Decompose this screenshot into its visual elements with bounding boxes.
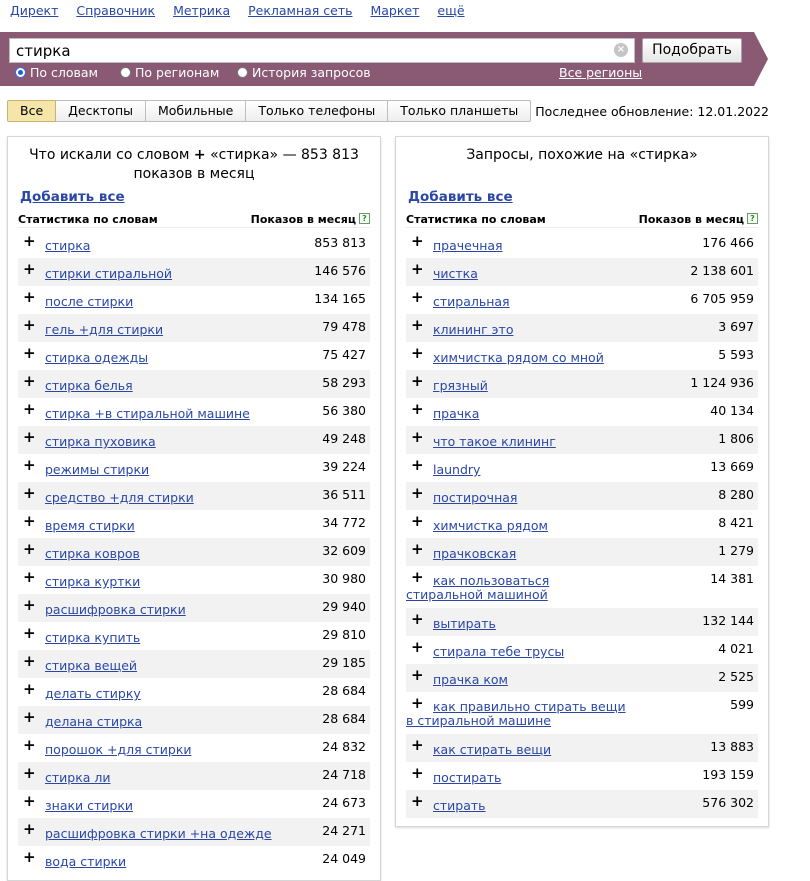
impressions-count: 79 478: [322, 319, 366, 334]
radio-empty-icon: [237, 67, 248, 78]
table-row: [406, 258, 758, 286]
add-all-link[interactable]: Добавить все: [20, 189, 125, 205]
table-row: [18, 230, 370, 258]
add-phrase-plus-icon[interactable]: +: [411, 792, 424, 810]
impressions-count: 75 427: [322, 347, 366, 362]
radio-label: По регионам: [135, 65, 220, 80]
search-input[interactable]: стирка: [9, 38, 635, 63]
table-row: [18, 286, 370, 314]
table-row: [406, 314, 758, 342]
tab-tablets-only[interactable]: Только планшеты: [388, 100, 531, 122]
add-phrase-plus-icon[interactable]: +: [23, 344, 36, 362]
phrase-link[interactable]: стиральная: [433, 294, 510, 309]
add-phrase-plus-icon[interactable]: +: [23, 792, 36, 810]
add-phrase-plus-icon[interactable]: +: [411, 540, 424, 558]
phrase-link[interactable]: постирочная: [433, 490, 518, 505]
impressions-count: 5 593: [718, 347, 754, 362]
radio-label: По словам: [30, 65, 98, 80]
table-row: [406, 762, 758, 790]
phrase-link[interactable]: стирка +в стиральной машине: [45, 406, 250, 421]
impressions-count: 24 271: [322, 823, 366, 838]
phrase-link[interactable]: стирка: [45, 238, 91, 253]
impressions-count: 39 224: [322, 459, 366, 474]
impressions-count: 2 138 601: [690, 263, 754, 278]
phrase-link[interactable]: что такое клининг: [433, 434, 556, 449]
phrase-link[interactable]: делать стирку: [45, 686, 141, 701]
impressions-count: 6 705 959: [690, 291, 754, 306]
phrase-link[interactable]: порошок +для стирки: [45, 742, 192, 757]
phrase-link[interactable]: прачковская: [433, 546, 517, 561]
nav-link-more[interactable]: ещё: [437, 3, 465, 18]
phrase-link[interactable]: гель +для стирки: [45, 322, 164, 337]
phrase-link[interactable]: клининг это: [433, 322, 514, 337]
table-row: [18, 734, 370, 762]
add-phrase-plus-icon[interactable]: +: [411, 610, 424, 628]
phrase-link[interactable]: прачка ком: [433, 672, 508, 687]
phrase-link[interactable]: стирка пуховика: [45, 434, 156, 449]
nav-link-ad-network[interactable]: Рекламная сеть: [248, 3, 353, 18]
column-headers: [18, 212, 370, 228]
phrase-link[interactable]: знаки стирки: [45, 798, 134, 813]
table-row: [18, 510, 370, 538]
col-count-header: Показов в месяц: [250, 213, 356, 226]
phrase-link[interactable]: стирка куртки: [45, 574, 141, 589]
add-phrase-plus-icon[interactable]: +: [411, 232, 424, 250]
impressions-count: 2 525: [718, 669, 754, 684]
add-phrase-plus-icon[interactable]: +: [411, 400, 424, 418]
tab-desktops[interactable]: Десктопы: [56, 100, 146, 122]
phrase-link[interactable]: химчистка рядом: [433, 518, 548, 533]
impressions-count: 24 049: [322, 851, 366, 866]
table-row: [18, 482, 370, 510]
impressions-count: 40 134: [710, 403, 754, 418]
add-phrase-plus-icon[interactable]: +: [23, 484, 36, 502]
add-phrase-plus-icon[interactable]: +: [23, 820, 36, 838]
table-row: [406, 286, 758, 314]
add-phrase-plus-icon[interactable]: +: [411, 764, 424, 782]
add-phrase-plus-icon[interactable]: +: [411, 568, 424, 586]
impressions-count: 24 832: [322, 739, 366, 754]
impressions-count: 24 673: [322, 795, 366, 810]
table-row: [406, 692, 758, 734]
table-row: [18, 258, 370, 286]
impressions-count: 134 165: [314, 291, 366, 306]
add-phrase-plus-icon[interactable]: +: [23, 764, 36, 782]
phrase-link[interactable]: стирка вещей: [45, 658, 138, 673]
add-phrase-plus-icon[interactable]: +: [23, 596, 36, 614]
table-row: [18, 818, 370, 846]
impressions-count: 30 980: [322, 571, 366, 586]
add-phrase-plus-icon[interactable]: +: [23, 428, 36, 446]
table-row: [406, 398, 758, 426]
impressions-count: 36 511: [322, 487, 366, 502]
tab-mobile[interactable]: Мобильные: [146, 100, 246, 122]
left-panel-title: [8, 146, 380, 165]
add-phrase-plus-icon[interactable]: +: [23, 400, 36, 418]
table-row: [18, 650, 370, 678]
table-row: [18, 706, 370, 734]
add-phrase-plus-icon[interactable]: +: [411, 512, 424, 530]
table-row: [18, 594, 370, 622]
table-row: [18, 314, 370, 342]
phrase-link[interactable]: стирка одежды: [45, 350, 149, 365]
radio-by-words[interactable]: [15, 65, 98, 80]
add-phrase-plus-icon[interactable]: +: [411, 666, 424, 684]
title-prefix: Что искали со словом: [29, 147, 190, 163]
phrase-link[interactable]: вода стирки: [45, 854, 127, 869]
table-row: [18, 622, 370, 650]
phrase-link[interactable]: laundry: [433, 462, 481, 477]
add-phrase-plus-icon[interactable]: +: [411, 344, 424, 362]
phrase-link[interactable]: стирка купить: [45, 630, 141, 645]
right-panel-similar: [395, 136, 769, 827]
add-phrase-plus-icon[interactable]: +: [23, 652, 36, 670]
table-row: [406, 538, 758, 566]
impressions-count: 28 684: [322, 711, 366, 726]
phrase-link[interactable]: как пользоваться стиральной машиной: [406, 573, 550, 602]
radio-label: История запросов: [252, 65, 371, 80]
phrase-link[interactable]: химчистка рядом со мной: [433, 350, 604, 365]
table-row: [18, 566, 370, 594]
phrase-link[interactable]: стирка белья: [45, 378, 133, 393]
table-row: [18, 678, 370, 706]
table-row: [406, 790, 758, 818]
add-phrase-plus-icon[interactable]: +: [411, 456, 424, 474]
column-headers: [406, 212, 758, 228]
add-phrase-plus-icon[interactable]: +: [23, 372, 36, 390]
table-row: [18, 846, 370, 874]
impressions-count: 29 810: [322, 627, 366, 642]
table-row: [18, 762, 370, 790]
table-row: [406, 230, 758, 258]
plus-icon: +: [193, 147, 206, 163]
impressions-count: 24 718: [322, 767, 366, 782]
phrase-link[interactable]: расшифровка стирки +на одежде: [45, 826, 272, 841]
table-row: [406, 454, 758, 482]
add-phrase-plus-icon[interactable]: +: [23, 624, 36, 642]
left-panel-keywords: [7, 136, 381, 881]
phrase-link[interactable]: постирать: [433, 770, 502, 785]
right-panel-title: Запросы, похожие на «стирка»: [466, 147, 698, 163]
clear-icon[interactable]: ×: [614, 43, 628, 57]
impressions-count: 56 380: [322, 403, 366, 418]
impressions-count: 1 806: [718, 431, 754, 446]
phrase-link[interactable]: стирать: [433, 798, 486, 813]
impressions-count: 853 813: [314, 235, 366, 250]
last-update-text: Последнее обновление: 12.01.2022: [535, 104, 769, 119]
phrase-link[interactable]: делана стирка: [45, 714, 143, 729]
radio-empty-icon: [120, 67, 131, 78]
nav-link-direct[interactable]: Директ: [10, 3, 59, 18]
add-phrase-plus-icon[interactable]: +: [411, 736, 424, 754]
nav-link-metrika[interactable]: Метрика: [173, 3, 231, 18]
impressions-count: 49 248: [322, 431, 366, 446]
add-phrase-plus-icon[interactable]: +: [23, 232, 36, 250]
add-phrase-plus-icon[interactable]: +: [411, 484, 424, 502]
phrase-link[interactable]: средство +для стирки: [45, 490, 194, 505]
impressions-count: 1 279: [718, 543, 754, 558]
phrase-link[interactable]: как стирать вещи: [433, 742, 552, 757]
submit-button[interactable]: Подобрать: [642, 38, 742, 63]
table-row: [406, 510, 758, 538]
impressions-count: 1 124 936: [690, 375, 754, 390]
table-row: [18, 426, 370, 454]
table-row: [18, 398, 370, 426]
phrase-link[interactable]: как правильно стирать вещи в стиральной машине: [406, 699, 626, 728]
impressions-count: 58 293: [322, 375, 366, 390]
impressions-count: 146 576: [314, 263, 366, 278]
impressions-count: 4 021: [718, 641, 754, 656]
tab-all[interactable]: Все: [7, 100, 56, 122]
phrase-link[interactable]: стирки стиральной: [45, 266, 173, 281]
add-phrase-plus-icon[interactable]: +: [23, 736, 36, 754]
phrase-link[interactable]: грязный: [433, 378, 488, 393]
help-icon[interactable]: ?: [747, 213, 758, 224]
add-all-link[interactable]: Добавить все: [408, 189, 513, 205]
add-phrase-plus-icon[interactable]: +: [23, 512, 36, 530]
table-row: [406, 664, 758, 692]
phrase-link[interactable]: расшифровка стирки: [45, 602, 186, 617]
impressions-count: 8 421: [718, 515, 754, 530]
help-icon[interactable]: ?: [359, 213, 370, 224]
impressions-count: 32 609: [322, 543, 366, 558]
table-row: [406, 636, 758, 664]
add-phrase-plus-icon[interactable]: +: [411, 638, 424, 656]
nav-link-market[interactable]: Маркет: [370, 3, 420, 18]
left-panel-title-line2: показов в месяц: [133, 166, 255, 182]
add-phrase-plus-icon[interactable]: +: [23, 260, 36, 278]
impressions-count: 13 883: [710, 739, 754, 754]
table-row: [406, 566, 758, 608]
table-row: [406, 482, 758, 510]
phrase-link[interactable]: стирка ли: [45, 770, 111, 785]
table-row: [406, 608, 758, 636]
impressions-count: 3 697: [718, 319, 754, 334]
table-row: [18, 342, 370, 370]
impressions-count: 14 381: [710, 571, 754, 586]
impressions-count: 193 159: [702, 767, 754, 782]
add-phrase-plus-icon[interactable]: +: [411, 428, 424, 446]
col-phrase-header: Статистика по словам: [406, 213, 546, 226]
table-row: [406, 426, 758, 454]
device-tabs: [7, 100, 531, 122]
phrase-link[interactable]: прачка: [433, 406, 480, 421]
table-row: [18, 454, 370, 482]
phrase-link[interactable]: время стирки: [45, 518, 135, 533]
table-row: [406, 370, 758, 398]
table-row: [18, 370, 370, 398]
impressions-count: 29 940: [322, 599, 366, 614]
impressions-count: 599: [730, 697, 754, 712]
add-phrase-plus-icon[interactable]: +: [411, 694, 424, 712]
phrase-link[interactable]: стирка ковров: [45, 546, 140, 561]
radio-query-history[interactable]: [237, 65, 371, 80]
title-rest: «стирка» — 853 813: [210, 147, 359, 163]
impressions-count: 576 302: [702, 795, 754, 810]
phrase-link[interactable]: режимы стирки: [45, 462, 150, 477]
radio-selected-icon: [15, 67, 26, 78]
impressions-count: 132 144: [702, 613, 754, 628]
col-count-header: Показов в месяц: [638, 213, 744, 226]
table-row: [406, 342, 758, 370]
add-phrase-plus-icon[interactable]: +: [23, 316, 36, 334]
add-phrase-plus-icon[interactable]: +: [23, 708, 36, 726]
impressions-count: 28 684: [322, 683, 366, 698]
add-phrase-plus-icon[interactable]: +: [23, 848, 36, 866]
add-phrase-plus-icon[interactable]: +: [411, 260, 424, 278]
add-phrase-plus-icon[interactable]: +: [23, 456, 36, 474]
impressions-count: 29 185: [322, 655, 366, 670]
phrase-link[interactable]: чистка: [433, 266, 478, 281]
radio-by-regions[interactable]: [120, 65, 219, 80]
add-phrase-plus-icon[interactable]: +: [23, 288, 36, 306]
table-row: [406, 734, 758, 762]
top-nav: [10, 3, 479, 18]
col-phrase-header: Статистика по словам: [18, 213, 158, 226]
left-rows: [18, 230, 370, 874]
add-phrase-plus-icon[interactable]: +: [411, 316, 424, 334]
phrase-link[interactable]: вытирать: [433, 616, 496, 631]
add-phrase-plus-icon[interactable]: +: [23, 568, 36, 586]
impressions-count: 34 772: [322, 515, 366, 530]
phrase-link[interactable]: стирала тебе трусы: [433, 644, 565, 659]
phrase-link[interactable]: после стирки: [45, 294, 134, 309]
phrase-link[interactable]: прачечная: [433, 238, 503, 253]
add-phrase-plus-icon[interactable]: +: [23, 540, 36, 558]
table-row: [18, 790, 370, 818]
right-rows: [406, 230, 758, 818]
tab-phones-only[interactable]: Только телефоны: [246, 100, 388, 122]
add-phrase-plus-icon[interactable]: +: [411, 288, 424, 306]
impressions-count: 8 280: [718, 487, 754, 502]
table-row: [18, 538, 370, 566]
add-phrase-plus-icon[interactable]: +: [23, 680, 36, 698]
add-phrase-plus-icon[interactable]: +: [411, 372, 424, 390]
impressions-count: 176 466: [702, 235, 754, 250]
impressions-count: 13 669: [710, 459, 754, 474]
nav-link-reference[interactable]: Справочник: [76, 3, 156, 18]
all-regions-link[interactable]: Все регионы: [559, 65, 643, 80]
